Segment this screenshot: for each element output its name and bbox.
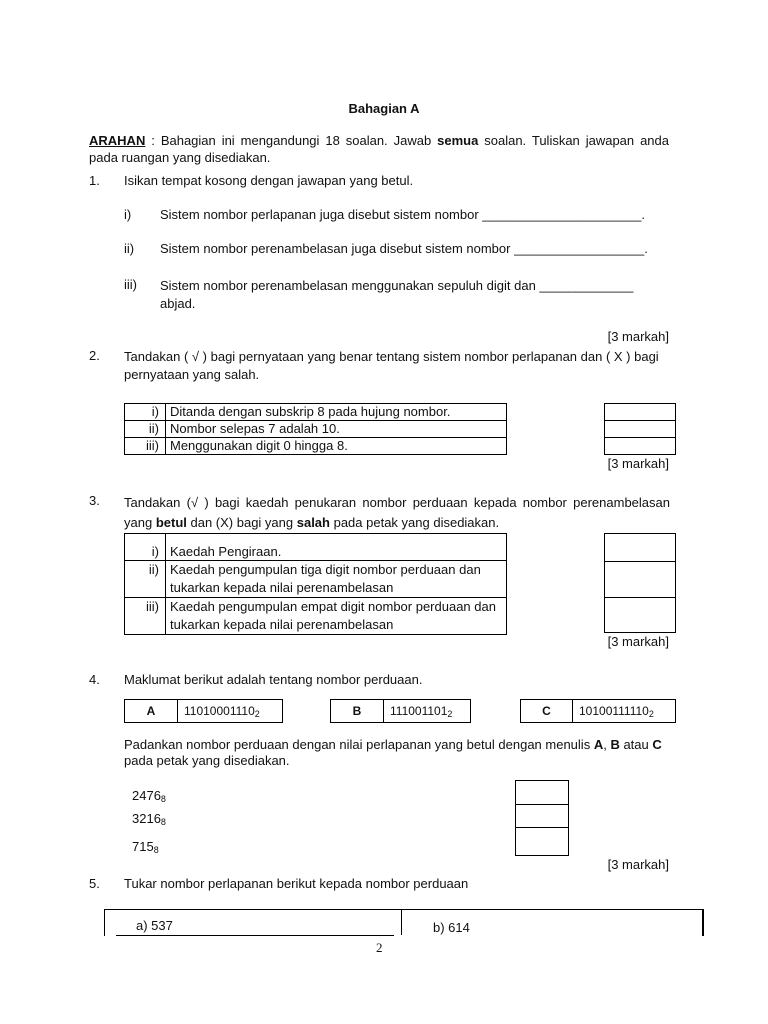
instructions-label: ARAHAN: [89, 133, 146, 148]
row-text: Nombor selepas 7 adalah 10.: [166, 421, 507, 438]
option-letter-a: A: [124, 699, 178, 723]
row-text: Menggunakan digit 0 hingga 8.: [166, 438, 507, 455]
q2-statement-table: [124, 403, 507, 455]
q3-marks: [3 markah]: [607, 634, 669, 649]
octal-value: [132, 811, 166, 826]
q3-prompt: [124, 493, 670, 533]
row-label: i): [125, 534, 166, 561]
q4-separator: ,: [603, 737, 611, 752]
answer-box[interactable]: [604, 420, 676, 438]
q2-prompt: Tandakan ( √ ) bagi pernyataan yang benar tentang sistem nombor perlapanan dan ( X ) bagi pernyataan yang salah.: [124, 349, 659, 382]
row-label: iii): [125, 598, 166, 635]
table-row: [125, 404, 507, 421]
q4-instruction-text-3: pada petak yang disediakan.: [124, 753, 290, 768]
q1-item-text: Sistem nombor perlapanan juga disebut sistem nombor ______________________.: [160, 207, 645, 222]
q2-number: 2.: [89, 348, 100, 363]
q1-prompt: Isikan tempat kosong dengan jawapan yang betul.: [124, 173, 414, 188]
q5-part-a[interactable]: a) 537: [136, 918, 173, 933]
answer-box[interactable]: [604, 561, 676, 598]
q4-bold-b: B: [610, 737, 620, 752]
q5-divider: [401, 909, 402, 935]
q3-prompt-text-3: pada petak yang disediakan.: [329, 515, 500, 530]
q1-item-label: iii): [124, 277, 137, 292]
q5-answer-frame: [104, 909, 704, 936]
octal-number: 3216: [132, 811, 161, 826]
row-label: ii): [125, 561, 166, 598]
option-base: 2: [648, 709, 654, 719]
q5-prompt: Tukar nombor perlapanan berikut kepada nombor perduaan: [124, 876, 469, 891]
q2-marks: [3 markah]: [607, 456, 669, 471]
option-value-c: [572, 699, 676, 723]
answer-box[interactable]: [515, 827, 569, 856]
q4-instruction-text-2: atau: [619, 737, 653, 752]
q4-instruction-text-1: Padankan nombor perduaan dengan nilai perlapanan yang betul dengan menulis: [124, 737, 594, 752]
option-letter-c: C: [520, 699, 573, 723]
q1-marks: [3 markah]: [607, 329, 669, 344]
row-text: Kaedah pengumpulan empat digit nombor perduaan dan tukarkan kepada nilai perenambelasan: [166, 598, 507, 635]
row-text: Kaedah Pengiraan.: [166, 534, 507, 561]
q4-bold-c: C: [652, 737, 662, 752]
instructions-bold-semua: semua: [437, 133, 479, 148]
q1-item-text: Sistem nombor perenambelasan juga disebut sistem nombor __________________.: [160, 241, 648, 256]
option-value: 111001101: [390, 704, 448, 718]
q1-item-label: ii): [124, 241, 135, 256]
instructions: [89, 132, 669, 166]
table-row: [125, 561, 507, 598]
q5-number: 5.: [89, 876, 100, 891]
answer-box[interactable]: [604, 533, 676, 562]
octal-base: 8: [160, 817, 166, 827]
row-label: ii): [125, 421, 166, 438]
option-value: 10100111110: [579, 704, 649, 718]
option-value: 11010001110: [184, 704, 255, 718]
table-row: [125, 438, 507, 455]
q4-prompt: Maklumat berikut adalah tentang nombor perduaan.: [124, 672, 423, 687]
octal-base: 8: [153, 845, 159, 855]
q3-bold-betul: betul: [155, 515, 187, 530]
q3-method-table: [124, 533, 507, 635]
option-letter-b: B: [330, 699, 384, 723]
option-value-b: [383, 699, 471, 723]
row-text: Kaedah pengumpulan tiga digit nombor perduaan dan tukarkan kepada nilai perenambelasan: [166, 561, 507, 598]
q1-item-label: i): [124, 207, 132, 222]
page-number: 2: [376, 940, 383, 955]
table-row: [125, 421, 507, 438]
octal-number: 715: [132, 839, 154, 854]
table-row: [125, 534, 507, 561]
instructions-text-1: : Bahagian ini mengandungi 18 soalan. Jawab: [145, 133, 438, 148]
answer-box[interactable]: [604, 403, 676, 421]
q3-bold-salah: salah: [296, 515, 330, 530]
q4-marks: [3 markah]: [607, 857, 669, 872]
row-label: i): [125, 404, 166, 421]
option-value-a: [177, 699, 283, 723]
q3-prompt-text-1: Tandakan (√ ) bagi kaedah penukaran nombor perduaan kepada nombor perenambelasan yang: [124, 495, 670, 530]
option-base: 2: [254, 709, 260, 719]
q1-item-text: Sistem nombor perenambelasan menggunakan sepuluh digit dan _____________ abjad.: [160, 278, 634, 311]
q4-number: 4.: [89, 672, 100, 687]
q5-part-b[interactable]: b) 614: [433, 920, 470, 935]
answer-box[interactable]: [515, 780, 569, 805]
table-row: [125, 598, 507, 635]
q4-instruction: [124, 737, 670, 769]
row-label: iii): [125, 438, 166, 455]
q3-number: 3.: [89, 493, 100, 508]
q4-bold-a: A: [593, 737, 604, 752]
octal-value: [132, 839, 159, 854]
row-text: Ditanda dengan subskrip 8 pada hujung nombor.: [166, 404, 507, 421]
section-title: Bahagian A: [348, 101, 420, 116]
option-base: 2: [447, 709, 453, 719]
octal-number: 2476: [132, 788, 161, 803]
answer-box[interactable]: [515, 804, 569, 828]
answer-box[interactable]: [604, 597, 676, 633]
q5-underline-a: [116, 935, 394, 936]
q3-prompt-text-2: dan (X) bagi yang: [186, 515, 297, 530]
octal-value: [132, 788, 166, 803]
octal-base: 8: [160, 794, 166, 804]
instructions-text-2: soalan. Tuliskan jawapan anda pada ruangan yang disediakan.: [89, 133, 669, 165]
answer-box[interactable]: [604, 437, 676, 455]
q1-number: 1.: [89, 173, 100, 188]
